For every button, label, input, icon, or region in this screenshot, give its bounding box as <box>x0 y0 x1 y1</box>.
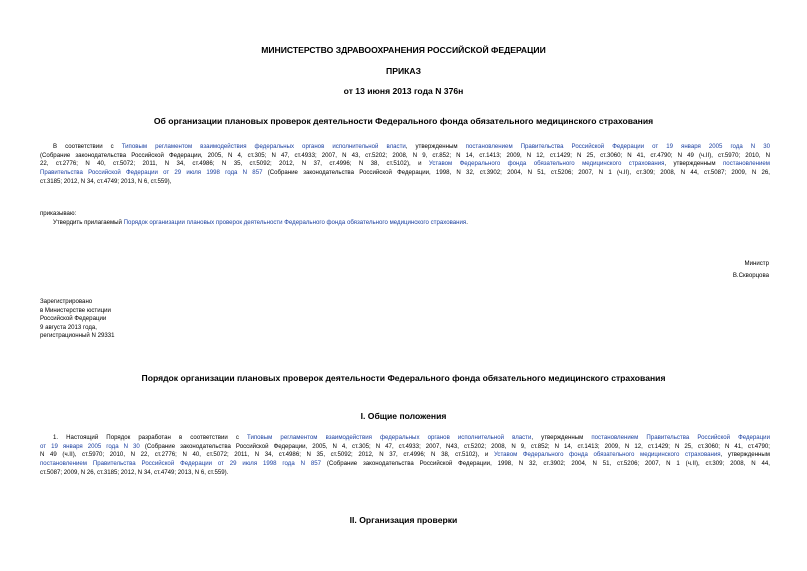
link-decree-857-part2[interactable]: Правительства Российской Федерации от 29 июля 1998 года N 857 <box>40 169 263 177</box>
link-typical-regulation-2[interactable]: Типовым регламентом взаимодействия федеральных органов исполнительной власти <box>247 434 532 441</box>
preamble-line-3 <box>40 160 770 169</box>
signature-title: Министр <box>744 260 769 267</box>
order-heading: ПРИКАЗ <box>386 66 421 76</box>
section-1-title: I. Общие положения <box>360 411 447 421</box>
preamble-text: , утвержденным <box>664 160 723 168</box>
order-word: приказываю: <box>40 210 77 217</box>
preamble-line-5: ст.3185; 2012, N 34, ст.4749; 2013, N 6, ст.559), <box>40 177 172 185</box>
link-fund-charter[interactable]: Уставом Федерального фонда обязательного медицинского страхования <box>428 160 665 168</box>
section-1-text: , утвержденным <box>531 434 592 441</box>
order-subject: Об организации плановых проверок деятельности Федерального фонда обязательного медицинского страхования <box>153 116 654 126</box>
section-1-text: , утвержденным <box>720 451 770 459</box>
approve-text: Утвердить прилагаемый <box>53 219 124 226</box>
section-1-line-4 <box>40 460 770 469</box>
section-1-paragraph <box>40 434 770 478</box>
section-1-text: 1. Настоящий Порядок разработан в соответствии с <box>53 434 247 441</box>
preamble-text: , утвержденным <box>405 143 466 150</box>
preamble-text: В соответствии с <box>53 143 122 150</box>
approve-paragraph <box>53 219 468 228</box>
section-1-line-1 <box>40 434 770 443</box>
section-1-line-3 <box>40 451 770 460</box>
link-decree-857-part1[interactable]: постановлением <box>723 160 770 168</box>
link-government-decree-30-2a[interactable]: постановлением Правительства Российской Федерации <box>591 434 770 441</box>
section-1-line-5: ст.5087; 2009, N 26, ст.3185; 2012, N 34, ст.4749; 2013, N 6, ст.559). <box>40 468 229 476</box>
signature <box>733 258 769 281</box>
link-fund-charter-2[interactable]: Уставом Федерального фонда обязательного медицинского страхования <box>493 451 721 459</box>
preamble-line-4 <box>40 169 770 178</box>
registration-line: в Министерстве юстиции <box>40 306 111 314</box>
preamble-line-1 <box>40 143 770 152</box>
link-decree-857-2[interactable]: постановлением Правительства Российской Федерации от 29 июля 1998 года N 857 <box>40 460 322 468</box>
preamble <box>40 143 770 187</box>
order-date: от 13 июня 2013 года N 376н <box>343 86 464 96</box>
section-1-text: (Собрание законодательства Российской Федерации, 2005, N 4, ст.305; N 47, ст.4933; 2007, N43, ст.5202; 2008, N 9, ст.852; N 14, ст.1413; 2009, N 12, ст.1429; N 25, ст.3060; N 41, ст.4790; <box>139 442 771 450</box>
ministry-heading: МИНИСТЕРСТВО ЗДРАВООХРАНЕНИЯ РОССИЙСКОЙ ФЕДЕРАЦИИ <box>261 45 546 55</box>
registration-block <box>40 298 115 341</box>
registration-line: Зарегистрировано <box>40 298 93 305</box>
registration-line: регистрационный N 29331 <box>40 332 115 340</box>
preamble-line-2: (Собрание законодательства Российской Федерации, 2005, N 4, ст.305; N 47, ст.4933; 2007, N 43, ст.5202; 2008, N 9, ст.852; N 14, ст.1413; 2009, N 12, ст.1429; N 25, ст.3060; N 41, ст.4790; N 49 (ч.II), ст.5970; 2010, N <box>40 151 770 159</box>
registration-line: Российской Федерации <box>40 315 107 323</box>
link-procedure[interactable]: Порядок организации плановых проверок деятельности Федерального фонда обязательного медицинского страхования <box>123 219 467 226</box>
section-1-text: N 49 (ч.II), ст.5970; 2010, N 22, ст.2776; N 40, ст.5072; 2011, N 34, ст.4986; N 35, ст.5092; 2012, N 37, ст.4996; N 38, ст.5102), и <box>40 451 494 459</box>
section-1-line-2 <box>40 443 770 452</box>
link-government-decree-30-2b[interactable]: от 19 января 2005 года N 30 <box>40 442 140 450</box>
registration-line: 9 августа 2013 года, <box>40 323 97 331</box>
section-2-title: II. Организация проверки <box>349 515 458 525</box>
link-government-decree-30[interactable]: постановлением Правительства Российской Федерации от 19 января 2005 года N 30 <box>465 143 770 150</box>
approve-text: . <box>466 219 468 226</box>
preamble-text: 22, ст.2776; N 40, ст.5072; 2011, N 34, ст.4986; N 35, ст.5092; 2012, N 37, ст.4996; N 38, ст.5102), и <box>40 160 429 168</box>
preamble-text: (Собрание законодательства Российской Федерации, 1998, N 32, ст.3902; 2004, N 51, ст.5206; 2007, N 1 (ч.II), ст.309; 2008, N 44, ст.5087; 2009, N 26, <box>262 169 770 177</box>
signature-name: В.Скворцова <box>732 271 769 279</box>
section-1-text: (Собрание законодательства Российской Федерации, 1998, N 32, ст.3902; 2004, N 51, ст.5206; 2007, N 1 (ч.II), ст.309; 2008, N 44, <box>321 460 770 468</box>
procedure-title: Порядок организации плановых проверок деятельности Федерального фонда обязательного медицинского страхования <box>141 373 666 383</box>
link-typical-regulation[interactable]: Типовым регламентом взаимодействия федеральных органов исполнительной власти <box>121 143 406 150</box>
